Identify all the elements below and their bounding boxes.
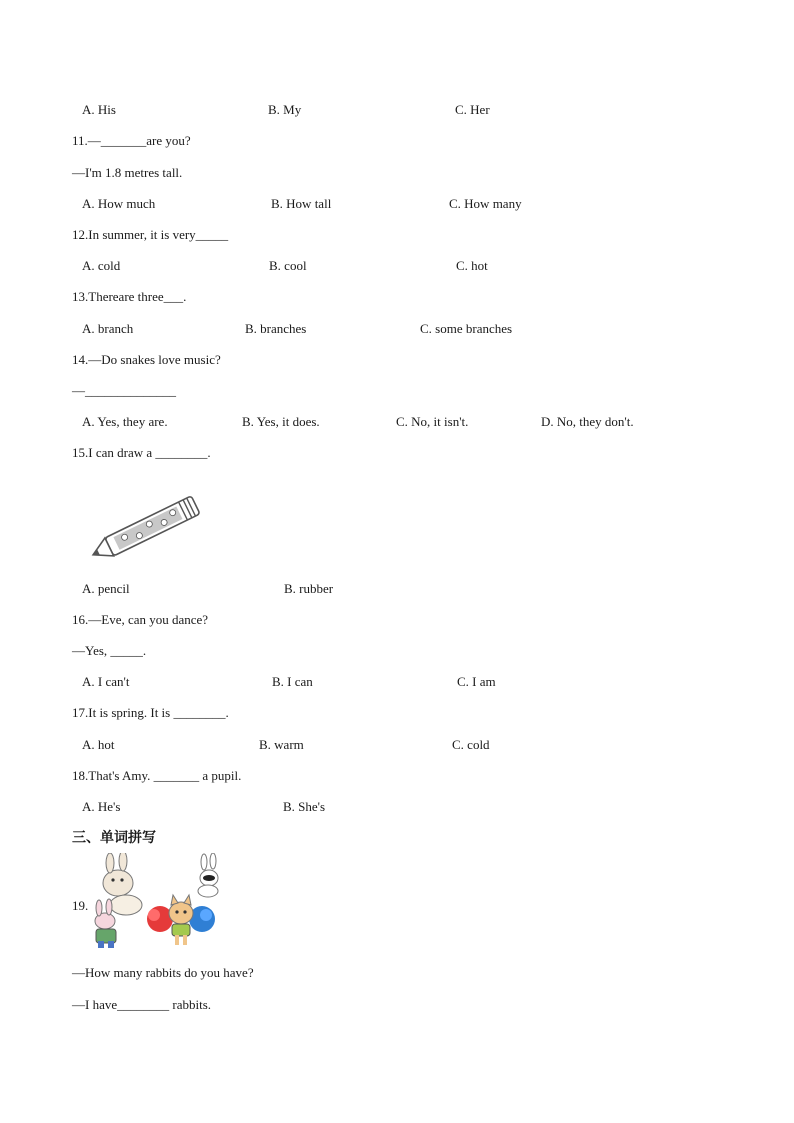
q17-question: 17.It is spring. It is ________. xyxy=(72,705,229,720)
q19-answer-line: —I have________ rabbits. xyxy=(72,997,212,1012)
q11-option-b[interactable]: B. How tall xyxy=(271,196,332,211)
q18-option-b[interactable]: B. She's xyxy=(283,799,326,814)
q14-option-c[interactable]: C. No, it isn't. xyxy=(396,414,469,429)
q10-option-a[interactable]: A. His xyxy=(82,102,116,117)
q15-question: 15.I can draw a ________. xyxy=(72,445,211,460)
q11-answer-line: —I'm 1.8 metres tall. xyxy=(72,165,183,180)
q18-option-a[interactable]: A. He's xyxy=(82,799,121,814)
q19-number: 19. xyxy=(72,898,89,913)
q16-option-a[interactable]: A. I can't xyxy=(82,674,130,689)
q17-option-a[interactable]: A. hot xyxy=(82,737,115,752)
q13-question: 13.Thereare three___. xyxy=(72,289,187,304)
q13-option-c[interactable]: C. some branches xyxy=(420,321,513,336)
q10-option-c[interactable]: C. Her xyxy=(455,102,490,117)
rabbits-cartoon-icon xyxy=(88,853,226,953)
section-heading: 三、单词拼写 xyxy=(72,830,156,846)
q12-option-b[interactable]: B. cool xyxy=(269,258,307,273)
pencil-drawing-icon xyxy=(82,486,222,564)
q12-option-c[interactable]: C. hot xyxy=(456,258,488,273)
q15-option-b[interactable]: B. rubber xyxy=(284,581,334,596)
q16-answer-line: —Yes, _____. xyxy=(72,643,147,658)
q16-question: 16.—Eve, can you dance? xyxy=(72,612,209,627)
q14-question: 14.—Do snakes love music? xyxy=(72,352,221,367)
q11-question: 11.—_______are you? xyxy=(72,133,191,148)
q13-option-a[interactable]: A. branch xyxy=(82,321,134,336)
q18-question: 18.That's Amy. _______ a pupil. xyxy=(72,768,242,783)
q16-option-c[interactable]: C. I am xyxy=(457,674,496,689)
q11-option-c[interactable]: C. How many xyxy=(449,196,522,211)
q14-option-d[interactable]: D. No, they don't. xyxy=(541,414,634,429)
q19-question: —How many rabbits do you have? xyxy=(72,965,254,980)
q12-option-a[interactable]: A. cold xyxy=(82,258,121,273)
q16-option-b[interactable]: B. I can xyxy=(272,674,313,689)
q14-option-b[interactable]: B. Yes, it does. xyxy=(242,414,320,429)
q17-option-b[interactable]: B. warm xyxy=(259,737,304,752)
q13-option-b[interactable]: B. branches xyxy=(245,321,307,336)
q12-question: 12.In summer, it is very_____ xyxy=(72,227,229,242)
q15-option-a[interactable]: A. pencil xyxy=(82,581,130,596)
q14-option-a[interactable]: A. Yes, they are. xyxy=(82,414,168,429)
q17-option-c[interactable]: C. cold xyxy=(452,737,490,752)
q11-option-a[interactable]: A. How much xyxy=(82,196,156,211)
q10-option-b[interactable]: B. My xyxy=(268,102,302,117)
q14-answer-line: —______________ xyxy=(72,383,176,398)
